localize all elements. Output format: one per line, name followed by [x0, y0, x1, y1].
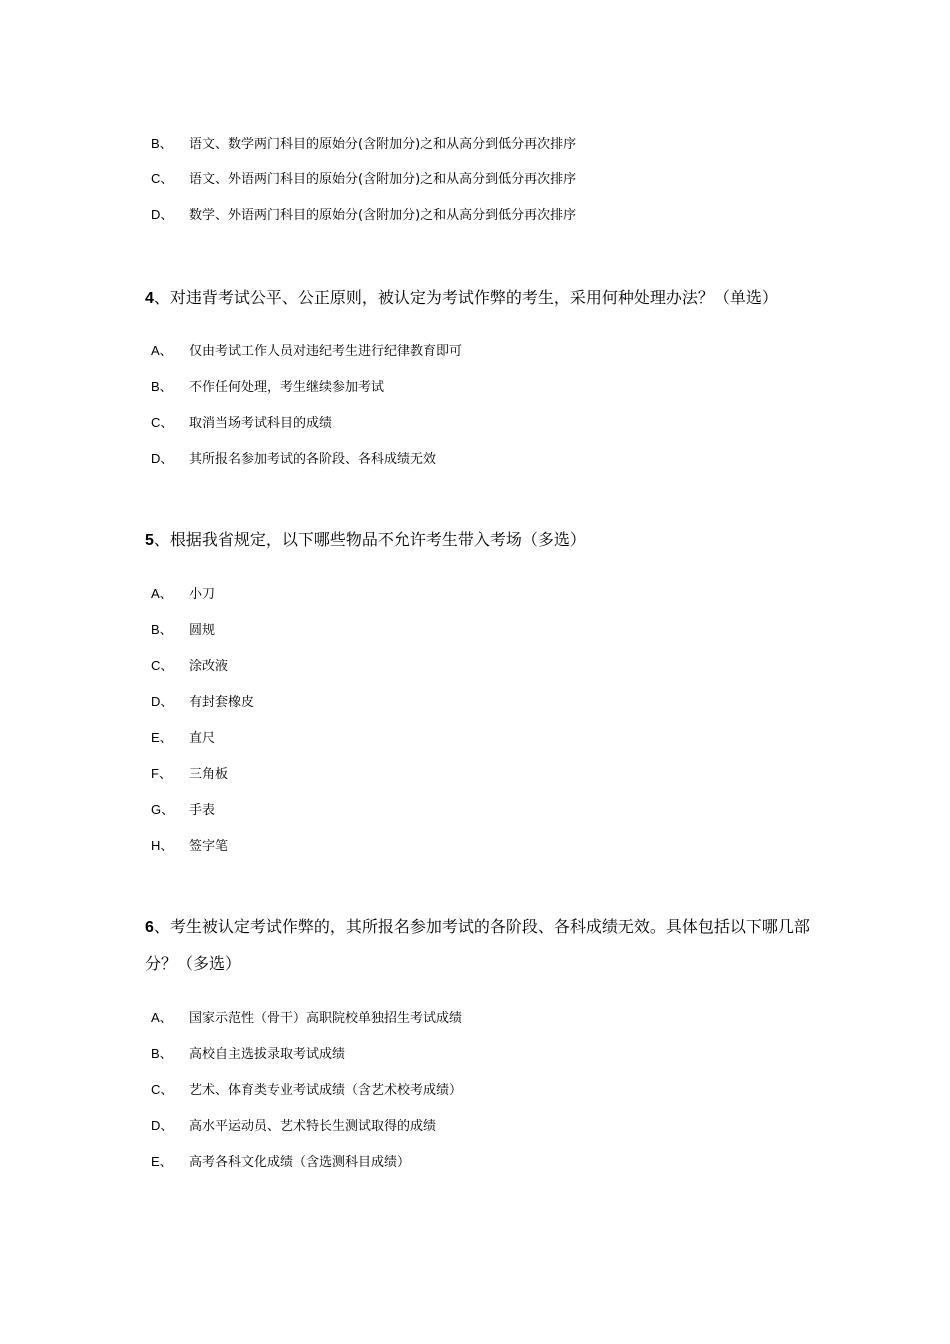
option-letter: B、 [151, 622, 173, 637]
option-text: 圆规 [189, 623, 216, 638]
q6-option-b [151, 1043, 851, 1065]
q6-option-a [151, 1007, 851, 1029]
q5-option-e [151, 727, 851, 749]
option-letter: E、 [151, 730, 173, 745]
option-text: 直尺 [189, 731, 216, 746]
option-text: 有封套橡皮 [189, 695, 255, 710]
option-text: 小刀 [189, 587, 216, 602]
option-text: 国家示范性（骨干）高职院校单独招生考试成绩 [189, 1011, 463, 1026]
option-letter: H、 [151, 838, 174, 853]
q3-option-c [151, 168, 851, 190]
q4-option-d [151, 448, 851, 470]
q6-option-e [151, 1151, 851, 1173]
q3-option-b [151, 133, 851, 155]
option-letter: D、 [151, 451, 174, 466]
q4-option-c [151, 412, 851, 434]
option-text: 数学、外语两门科目的原始分(含附加分)之和从高分到低分再次排序 [189, 208, 577, 223]
option-letter: A、 [151, 343, 173, 358]
option-text: 其所报名参加考试的各阶段、各科成绩无效 [189, 452, 437, 467]
option-letter: D、 [151, 694, 174, 709]
option-text: 语文、外语两门科目的原始分(含附加分)之和从高分到低分再次排序 [189, 172, 577, 187]
q5-option-h [151, 835, 851, 857]
option-text: 仅由考试工作人员对违纪考生进行纪律教育即可 [189, 344, 463, 359]
q5-option-f [151, 763, 851, 785]
option-letter: G、 [151, 802, 175, 817]
option-text: 取消当场考试科目的成绩 [189, 416, 333, 431]
question-text: 、对违背考试公平、公正原则，被认定为考试作弊的考生，采用何种处理办法？（单选） [153, 288, 778, 307]
question-number: 5 [145, 532, 154, 549]
question-number: 4 [145, 290, 154, 307]
option-letter: C、 [151, 171, 174, 186]
q5-option-d [151, 691, 851, 713]
q4-option-a [151, 340, 851, 362]
option-text: 高水平运动员、艺术特长生测试取得的成绩 [189, 1119, 437, 1134]
q4-question [145, 280, 825, 317]
option-text: 语文、数学两门科目的原始分(含附加分)之和从高分到低分再次排序 [189, 137, 577, 152]
option-letter: B、 [151, 379, 173, 394]
question-number: 6 [145, 919, 154, 936]
option-text: 高考各科文化成绩（含选测科目成绩） [189, 1155, 411, 1170]
option-letter: F、 [151, 766, 172, 781]
q5-option-a [151, 583, 851, 605]
option-letter: B、 [151, 1046, 173, 1061]
question-text: 、考生被认定考试作弊的，其所报名参加考试的各阶段、各科成绩无效。具体包括以下哪几部分？（多选） [145, 917, 810, 973]
option-letter: A、 [151, 586, 173, 601]
option-text: 涂改液 [189, 659, 229, 674]
option-letter: C、 [151, 658, 174, 673]
option-text: 艺术、体育类专业考试成绩（含艺术校考成绩） [189, 1083, 463, 1098]
q4-option-b [151, 376, 851, 398]
option-letter: E、 [151, 1154, 173, 1169]
option-letter: D、 [151, 1118, 174, 1133]
option-letter: C、 [151, 415, 174, 430]
option-letter: A、 [151, 1010, 173, 1025]
option-text: 高校自主选拔录取考试成绩 [189, 1047, 346, 1062]
option-text: 签字笔 [189, 839, 229, 854]
option-letter: C、 [151, 1082, 174, 1097]
option-text: 三角板 [189, 767, 229, 782]
q6-option-d [151, 1115, 851, 1137]
option-letter: B、 [151, 136, 173, 151]
option-text: 不作任何处理，考生继续参加考试 [189, 380, 385, 395]
q3-option-d [151, 204, 851, 226]
q5-question [145, 522, 825, 559]
q6-option-c [151, 1079, 851, 1101]
q5-option-c [151, 655, 851, 677]
option-letter: D、 [151, 207, 174, 222]
q5-option-g [151, 799, 851, 821]
q5-option-b [151, 619, 851, 641]
option-text: 手表 [189, 803, 216, 818]
q6-question [145, 909, 825, 982]
question-text: 、根据我省规定，以下哪些物品不允许考生带入考场（多选） [153, 530, 586, 549]
